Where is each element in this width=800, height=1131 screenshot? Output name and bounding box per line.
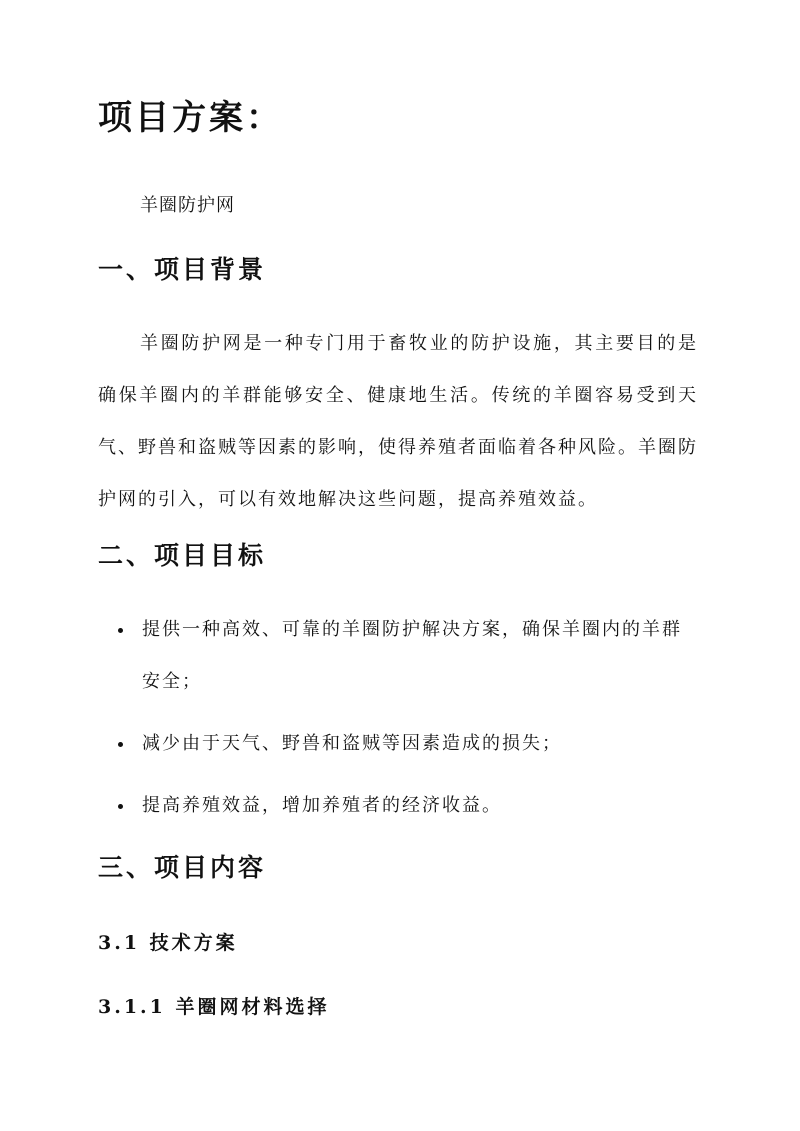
goals-list-item: [98, 780, 698, 832]
document-title: 项目方案：: [98, 98, 283, 138]
bullet-dot-icon: [118, 804, 123, 809]
goals-item-text: 减少由于天气、野兽和盗贼等因素造成的损失；: [142, 733, 562, 754]
bullet-dot-icon: [118, 742, 123, 747]
goals-list-item: [98, 604, 698, 708]
goals-item-text: 提供一种高效、可靠的羊圈防护解决方案，确保羊圈内的羊群安全；: [142, 619, 682, 692]
background-paragraph: 羊圈防护网是一种专门用于畜牧业的防护设施，其主要目的是确保羊圈内的羊群能够安全、健康地生活。传统的羊圈容易受到天气、野兽和盗贼等因素的影响，使得养殖者面临着各种风险。羊圈防护网的引入，可以有效地解决这些问题，提高养殖效益。: [98, 333, 698, 510]
subsection-heading-tech-plan: 3.1 技术方案: [98, 932, 238, 954]
goals-list-item: [98, 718, 698, 770]
section-heading-content: 三、项目内容: [98, 853, 267, 882]
goals-list: [98, 604, 698, 842]
section-heading-goals: 二、项目目标: [98, 541, 267, 570]
subsection-heading-material: 3.1.1 羊圈网材料选择: [98, 996, 330, 1018]
section-heading-background: 一、项目背景: [98, 255, 267, 284]
document-subtitle: 羊圈防护网: [140, 195, 235, 216]
goals-item-text: 提高养殖效益，增加养殖者的经济收益。: [142, 795, 502, 816]
bullet-dot-icon: [118, 628, 123, 633]
